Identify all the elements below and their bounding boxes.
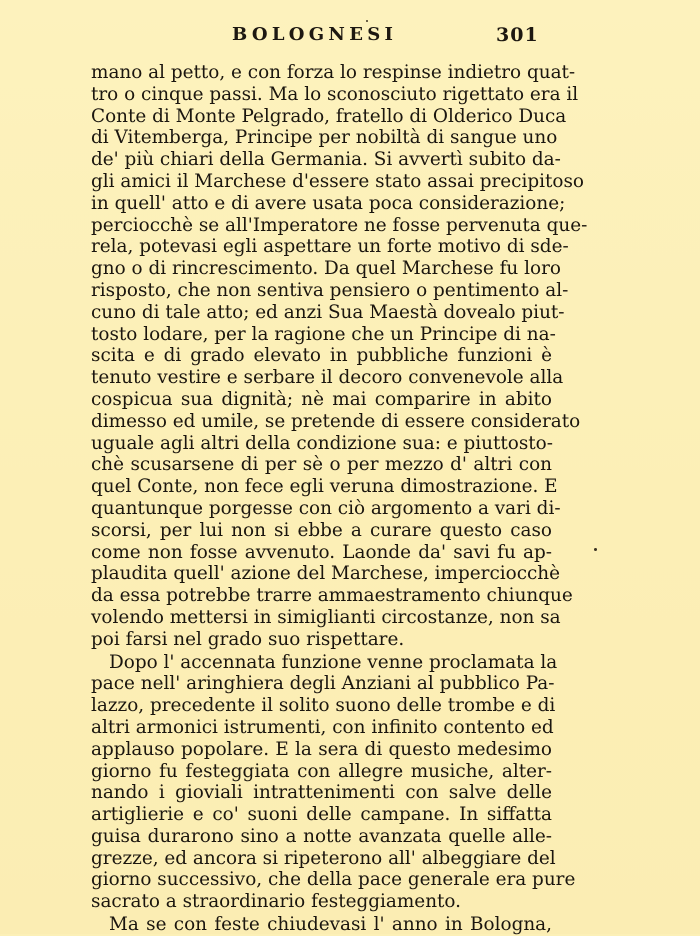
text-line: pace nell' aringhiera degli Anziani al pubblico Pa- [91, 673, 555, 695]
text-line: di Vitemberga, Principe per nobiltà di sangue uno [91, 127, 558, 149]
text-line: da essa potrebbe trarre ammaestramento chiunque [91, 585, 573, 607]
text-line: dimesso ed umile, se pretende di essere considerato [91, 410, 581, 432]
text-line: quel Conte, non fece egli veruna dimostrazione. E [91, 476, 558, 498]
text-line: quantunque porgesse con ciò argomento a vari di- [91, 497, 561, 519]
paper-speck [594, 548, 597, 551]
text-line: guisa durarono sino a notte avanzata quelle alle- [91, 825, 552, 847]
text-line: tro o cinque passi. Ma lo sconosciuto rigettato era il [91, 83, 579, 105]
text-line: gno o di rincrescimento. Da quel Marchese fu loro [91, 258, 561, 280]
page-number: 301 [496, 24, 539, 46]
text-line: sacrato a straordinario festeggiamento. [91, 891, 462, 913]
text-line: scorsi, per lui non si ebbe a curare questo caso [91, 519, 552, 541]
text-line: Conte di Monte Pelgrado, fratello di Olderico Duca [91, 105, 567, 127]
text-line: cospicua sua dignità; nè mai comparire in abito [91, 388, 552, 410]
text-line: giorno fu festeggiata con allegre musiche, alter- [91, 760, 552, 782]
text-line: mano al petto, e con forza lo respinse indietro quat- [91, 62, 576, 83]
text-line: tenuto vestire e serbare il decoro convenevole alla [91, 367, 564, 389]
running-title: BOLOGNESI [232, 24, 398, 45]
text-line: cuno di tale atto; ed anzi Sua Maestà dovealo piut- [91, 301, 565, 323]
page-header [0, 24, 700, 52]
text-line: uguale agli altri della condizione sua: e piuttosto- [91, 432, 553, 454]
text-line: risposto, che non sentiva pensiero o pentimento al- [91, 279, 569, 301]
text-line: altri armonici istrumenti, con infinito contento ed [91, 716, 554, 738]
text-line: de' più chiari della Germania. Si avvertì subito da- [91, 149, 561, 171]
paragraph-3 [91, 914, 552, 936]
text-line: Ma se con feste chiudevasi l' anno in Bologna, [109, 914, 552, 936]
text-line: in quell' atto e di avere usata poca considerazione; [91, 192, 566, 214]
text-line: Dopo l' accennata funzione venne proclamata la [109, 651, 558, 673]
text-line: grezze, ed ancora si ripeterono all' albeggiare del [91, 847, 556, 869]
text-line: perciocchè se all'Imperatore ne fosse pervenuta que- [91, 214, 588, 236]
paragraph-2 [91, 651, 576, 914]
text-line: rela, potevasi egli aspettare un forte motivo di sde- [91, 236, 569, 258]
text-line: plaudita quell' azione del Marchese, imperciocchè [91, 563, 561, 585]
text-line: chè scusarsene di per sè o per mezzo d' altri con [91, 454, 552, 476]
text-line: nando i gioviali intrattenimenti con salve delle [91, 782, 552, 804]
paragraph-1 [91, 62, 588, 651]
text-line: tosto lodare, per la ragione che un Principe di na- [91, 323, 556, 345]
text-line: applauso popolare. E la sera di questo medesimo [91, 738, 552, 760]
paper-speck [366, 20, 368, 22]
text-line: volendo mettersi in simiglianti circostanze, non sa [91, 606, 561, 628]
text-line: giorno successivo, che della pace generale era pure [91, 869, 576, 891]
body-text [91, 62, 588, 936]
text-line: poi farsi nel grado suo rispettare. [91, 628, 405, 650]
text-line: gli amici il Marchese d'essere stato assai precipitoso [91, 170, 584, 192]
text-line: artiglierie e co' suoni delle campane. In siffatta [91, 804, 552, 826]
text-line: lazzo, precedente il solito suono delle trombe e di [91, 695, 556, 717]
text-line: scita e di grado elevato in pubbliche funzioni è [91, 345, 552, 367]
text-line: come non fosse avvenuto. Laonde da' savi fu ap- [91, 541, 552, 563]
